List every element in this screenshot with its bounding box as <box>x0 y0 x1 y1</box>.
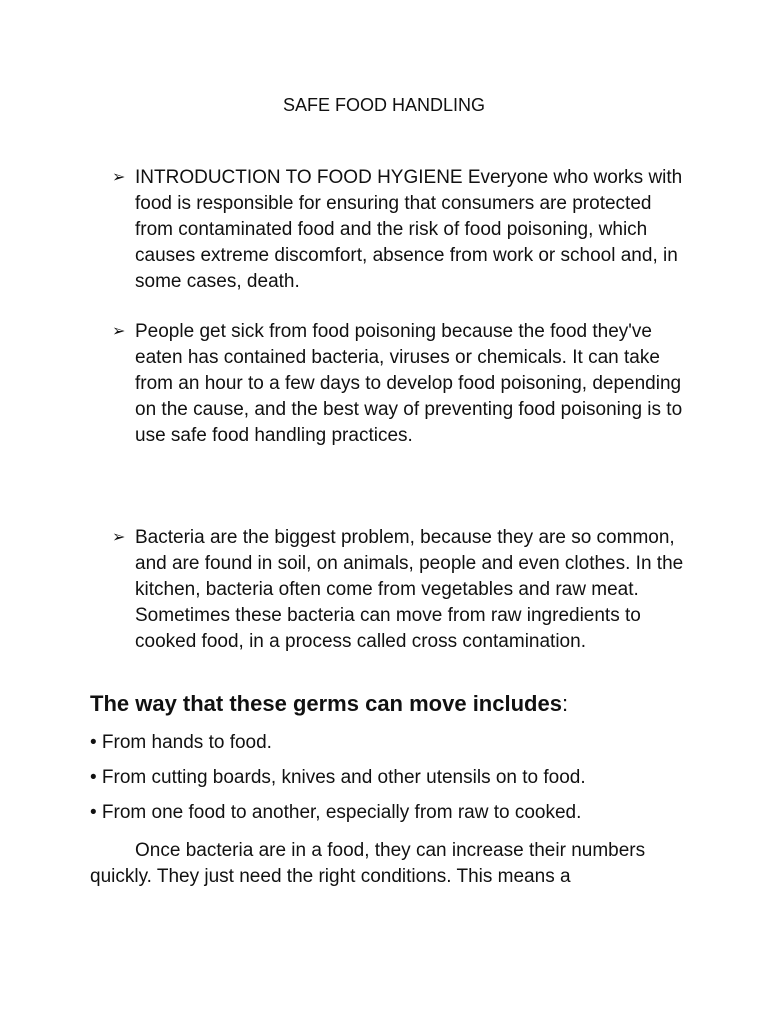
intro-bullet-item <box>112 525 684 655</box>
arrow-bullet-icon: ➢ <box>112 169 126 186</box>
document-title: SAFE FOOD HANDLING <box>282 95 486 115</box>
arrow-bullet-icon: ➢ <box>112 323 126 340</box>
germ-path-item: • From cutting boards, knives and other utensils on to food. <box>90 767 586 788</box>
intro-bullet-text: People get sick from food poisoning because the food they've eaten has contained bacteria, viruses or chemicals. It can take from an hour to a few days to develop food poisoning, depending on the cause, and the best way of preventing food poisoning is to use safe food handling practices. <box>135 321 683 446</box>
germs-heading-colon: : <box>561 691 569 716</box>
germs-heading-text: The way that these germs can move includes <box>90 691 562 716</box>
intro-bullet-item <box>112 165 684 295</box>
intro-bullet-text: Bacteria are the biggest problem, because they are so common, and are found in soil, on animals, people and even clothes. In the kitchen, bacteria often come from vegetables and raw meat. Sometimes these bacteria can move from raw ingredients to cooked food, in a process called cross contamination. <box>135 527 684 652</box>
intro-bullet-text: INTRODUCTION TO FOOD HYGIENE Everyone who works with food is responsible for ensuring that consumers are protected from contaminated food and the risk of food poisoning, which causes extreme discomfort, absence from work or school and, in some cases, death. <box>135 167 683 292</box>
intro-bullet-item <box>112 319 684 449</box>
germ-path-item: • From hands to food. <box>90 732 272 753</box>
germ-path-item: • From one food to another, especially from raw to cooked. <box>90 802 582 823</box>
closing-paragraph: Once bacteria are in a food, they can increase their numbers quickly. They just need the right conditions. This means a <box>90 840 646 887</box>
germs-heading <box>90 690 568 718</box>
arrow-bullet-icon: ➢ <box>112 529 126 546</box>
